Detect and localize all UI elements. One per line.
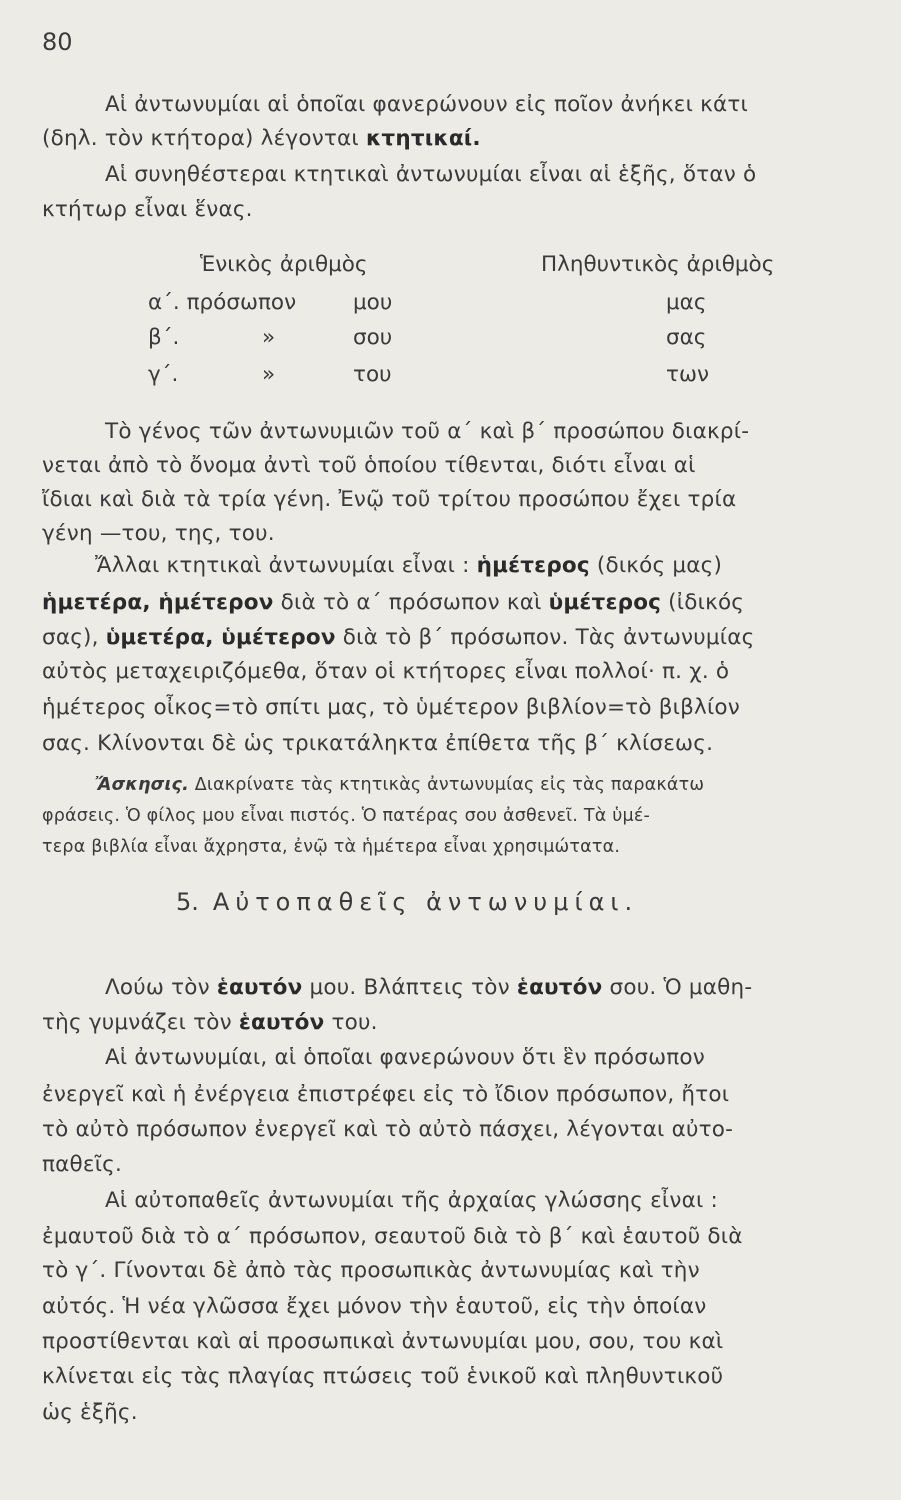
para2-line4: γένη —του, της, του. — [42, 521, 275, 546]
term-hymetera-hymeteron: ὑμετέρα, ὑμέτερον — [105, 625, 336, 650]
para6-line1: Αἱ αὐτοπαθεῖς ἀντωνυμίαι τῆς ἀρχαίας γλώσσης εἶναι : — [105, 1188, 718, 1213]
table-row-ord: α΄. πρόσωπον — [148, 290, 297, 315]
para4-line2 — [42, 1010, 378, 1035]
para6-line6: κλίνεται εἰς τὰς πλαγίας πτώσεις τοῦ ἑνικοῦ καὶ πληθυντικοῦ — [42, 1364, 724, 1389]
section-heading — [176, 888, 638, 916]
table-head-singular: Ἑνικὸς ἀριθμὸς — [200, 252, 368, 277]
exercise-line3: τερα βιβλία εἶναι ἄχρηστα, ἐνῷ τὰ ἡμέτερα εἶναι χρησιμώτατα. — [42, 837, 621, 857]
table-row-ord: γ΄. — [148, 362, 179, 387]
table-row-singular: του — [353, 362, 392, 387]
exercise-line2: φράσεις. Ὁ φίλος μου εἶναι πιστός. Ὁ πατέρας σου ἀσθενεῖ. Τὰ ὑμέ- — [42, 806, 651, 826]
para6-line7: ὡς ἑξῆς. — [42, 1400, 138, 1425]
para5-line1: Αἱ ἀντωνυμίαι, αἱ ὁποῖαι φανερώνουν ὅτι ἓν πρόσωπον — [105, 1045, 706, 1070]
para3-line3-text: σας), — [42, 625, 106, 650]
para1-line2 — [42, 126, 481, 151]
para4-line1-a: Λούω τὸν — [105, 975, 217, 1000]
section-title: Αὐτοπαθεῖς ἀντωνυμίαι. — [212, 888, 639, 916]
para4-line1-c: μου. Βλάπτεις τὸν — [302, 975, 517, 1000]
para3-line2-gloss: (ἰδικός — [661, 590, 745, 615]
para1-line4: κτήτωρ εἶναι ἕνας. — [42, 197, 253, 222]
para1-line3: Αἱ συνηθέστεραι κτητικαὶ ἀντωνυμίαι εἶναι αἱ ἑξῆς, ὅταν ὁ — [105, 162, 757, 187]
term-heauton: ἑαυτόν — [238, 1010, 325, 1035]
para3-line1-text: Ἄλλαι κτητικαὶ ἀντωνυμίαι εἶναι : — [95, 553, 477, 578]
para3-line2 — [42, 590, 744, 615]
para4-line1-e: σου. Ὁ μαθη- — [602, 975, 753, 1000]
para2-line2: νεται ἀπὸ τὸ ὄνομα ἀντὶ τοῦ ὁποίου τίθενται, διότι εἶναι αἱ — [42, 453, 696, 478]
term-heauton: ἑαυτόν — [216, 975, 303, 1000]
para1-line1: Αἱ ἀντωνυμίαι αἱ ὁποῖαι φανερώνουν εἰς ποῖον ἀνήκει κάτι — [105, 92, 749, 117]
exercise-line1 — [95, 775, 704, 795]
table-row-ditto: » — [262, 362, 276, 387]
para6-line5: προστίθενται καὶ αἱ προσωπικαὶ ἀντωνυμίαι μου, σου, του καὶ — [42, 1329, 724, 1354]
table-row-plural: των — [666, 362, 709, 387]
para5-line4: παθεῖς. — [42, 1152, 123, 1177]
page-number: 80 — [42, 28, 73, 56]
table-row-plural: σας — [666, 325, 707, 350]
table-row-ditto: » — [262, 325, 276, 350]
para3-line1-gloss: (δικός μας) — [589, 553, 723, 578]
table-row-ord: β΄. — [148, 325, 180, 350]
para6-line3: τὸ γ΄. Γίνονται δὲ ἀπὸ τὰς προσωπικὰς ἀντωνυμίας καὶ τὴν — [42, 1258, 700, 1283]
table-row-plural: μας — [666, 290, 707, 315]
table-head-plural: Πληθυντικὸς ἀριθμὸς — [541, 252, 775, 277]
para5-line2: ἐνεργεῖ καὶ ἡ ἐνέργεια ἐπιστρέφει εἰς τὸ ἴδιον πρόσωπον, ἤτοι — [42, 1082, 730, 1107]
para3-line5: ἡμέτερος οἶκος=τὸ σπίτι μας, τὸ ὑμέτερον βιβλίον=τὸ βιβλίον — [42, 695, 740, 720]
para2-line1: Τὸ γένος τῶν ἀντωνυμιῶν τοῦ α΄ καὶ β΄ προσώπου διακρί- — [105, 419, 750, 444]
para6-line4: αὐτός. Ἡ νέα γλῶσσα ἔχει μόνον τὴν ἑαυτοῦ, εἰς τὴν ὁποίαν — [42, 1294, 707, 1319]
para1-line2-text: (δηλ. τὸν κτήτορα) λέγονται — [42, 126, 366, 151]
para4-line2-a: τὴς γυμνάζει τὸν — [42, 1010, 239, 1035]
para2-line3: ἴδιαι καὶ διὰ τὰ τρία γένη. Ἐνῷ τοῦ τρίτου προσώπου ἔχει τρία — [42, 487, 737, 512]
term-hymeteros: ὑμέτερος — [548, 590, 662, 615]
term-heauton: ἑαυτόν — [516, 975, 603, 1000]
table-row-singular: σου — [353, 325, 393, 350]
para3-line4: αὐτὸς μεταχειριζόμεθα, ὅταν οἱ κτήτορες εἶναι πολλοί· π. χ. ὁ — [42, 659, 730, 684]
para3-line1 — [95, 553, 722, 578]
term-ktitikai: κτητικαί. — [365, 126, 481, 151]
para5-line3: τὸ αὐτὸ πρόσωπον ἐνεργεῖ καὶ τὸ αὐτὸ πάσχει, λέγονται αὐτο- — [42, 1117, 734, 1142]
para4-line2-c: του. — [324, 1010, 378, 1035]
para4-line1 — [105, 975, 752, 1000]
para3-line2-text: διὰ τὸ α΄ πρόσωπον καὶ — [273, 590, 549, 615]
term-hemetera-hemeteron: ἡμετέρα, ἡμέτερον — [42, 590, 274, 615]
table-row-singular: μου — [353, 290, 393, 315]
section-number: 5. — [176, 888, 199, 916]
para3-line6: σας. Κλίνονται δὲ ὡς τρικατάληκτα ἐπίθετα τῆς β΄ κλίσεως. — [42, 731, 714, 756]
exercise-line1-text: Διακρίνατε τὰς κτητικὰς ἀντωνυμίας εἰς τὰς παρακάτω — [188, 775, 705, 795]
para3-line3-rest: διὰ τὸ β΄ πρόσωπον. Τὰς ἀντωνυμίας — [335, 625, 755, 650]
term-hemeteros: ἡμέτερος — [476, 553, 590, 578]
para6-line2: ἐμαυτοῦ διὰ τὸ α΄ πρόσωπον, σεαυτοῦ διὰ τὸ β΄ καὶ ἑαυτοῦ διὰ — [42, 1224, 743, 1249]
exercise-label: Ἄσκησις. — [95, 775, 189, 795]
para3-line3 — [42, 625, 754, 650]
